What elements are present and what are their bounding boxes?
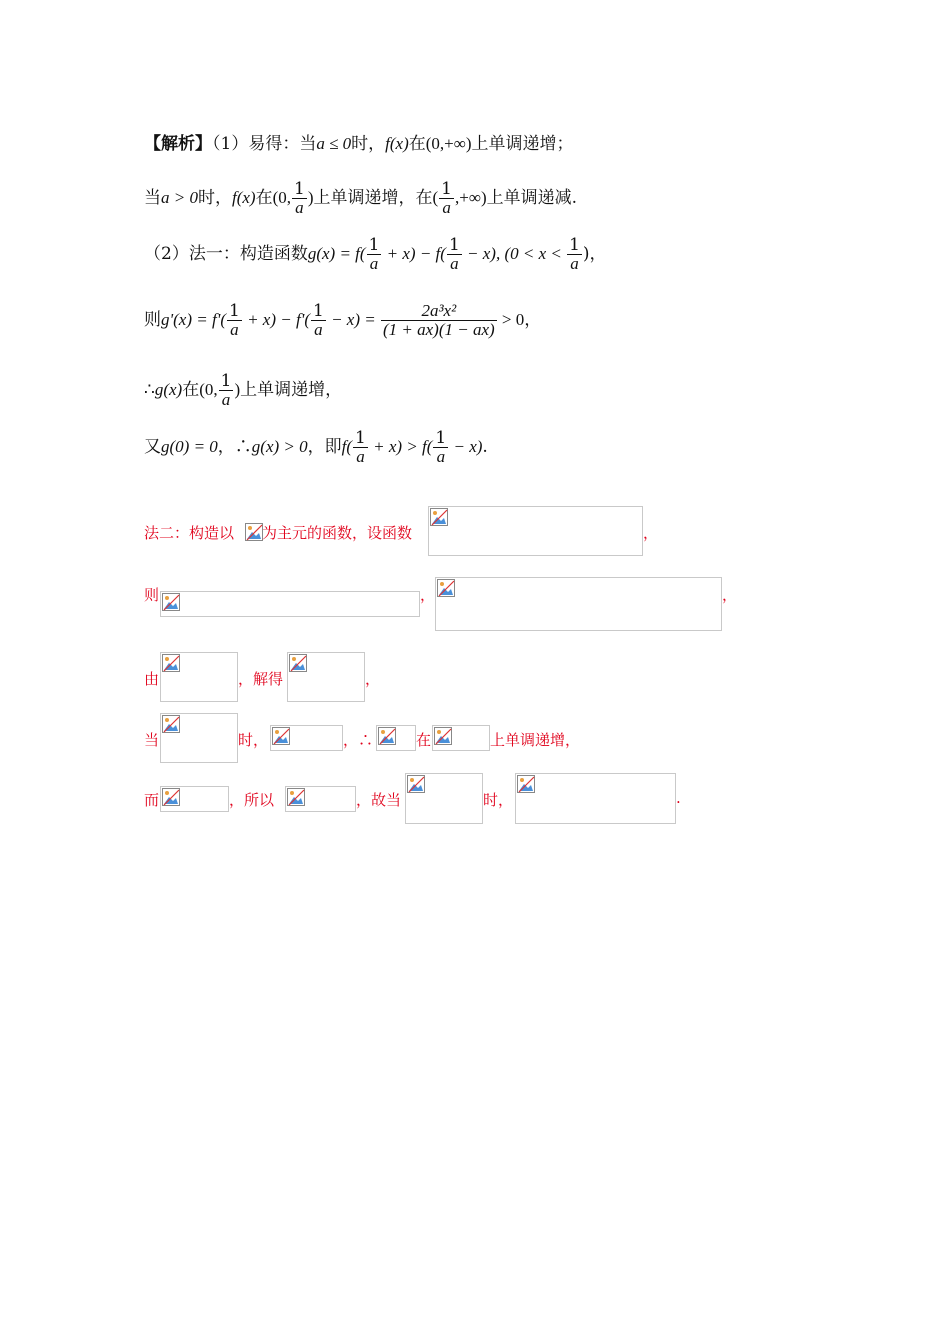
method2-text: 法二：构造以 [144, 524, 235, 542]
fraction: $\frac{1}{a}$ [435, 428, 447, 466]
fraction: $\frac{1}{a}$ [294, 179, 305, 217]
broken-image-icon [162, 788, 180, 806]
broken-image [405, 773, 483, 824]
analysis-heading: 【解析】 [144, 134, 212, 154]
broken-image [244, 522, 261, 539]
broken-image [287, 652, 365, 702]
fraction: $\frac{1}{a}$ [441, 179, 452, 217]
broken-image-icon [272, 727, 290, 745]
analysis-line-2: 当a > 0时，f(x)在(0, $\frac{1}{a}$ )上单调递增，在( $\frac{1}{a}$ ,+∞)上单调递减. [144, 179, 578, 217]
fraction: $\frac{1}{a}$ [448, 235, 460, 273]
analysis-line-3: （2）法一：构造函数g(x) = f( $\frac{1}{a}$ + x) − f( $\frac{1}{a}$ − x), (0 < x < $\frac{1}{a}$ )， [144, 235, 607, 273]
broken-image-icon [289, 654, 307, 672]
analysis-line-6: 又g(0) = 0，∴g(x) > 0，即f( $\frac{1}{a}$ + x) > f( $\frac{1}{a}$ − x). [144, 428, 488, 466]
fraction: $\frac{1}{a}$ [569, 235, 580, 273]
broken-image-icon [437, 579, 455, 597]
broken-image-icon [245, 523, 263, 541]
broken-image-icon [434, 727, 452, 745]
broken-image-icon [162, 593, 180, 611]
method2-text: 为主元的函数，设函数 [262, 524, 413, 542]
broken-image-icon [430, 508, 448, 526]
fraction: $\frac{1}{a}$ [220, 371, 232, 409]
fraction: $\frac{1}{a}$ [355, 428, 366, 466]
fraction: $\frac{1}{a}$ [368, 235, 380, 273]
broken-image [376, 725, 416, 751]
broken-image-icon [378, 727, 396, 745]
fraction-derivative: $\frac{\text{2a³x²}}{(1 + ax)(1 - ax)}$ [382, 301, 495, 339]
broken-image [285, 786, 356, 812]
broken-image-icon [517, 775, 535, 793]
broken-image-icon [162, 715, 180, 733]
broken-image [160, 786, 229, 812]
fraction: $\frac{1}{a}$ [229, 301, 240, 339]
broken-image-icon [407, 775, 425, 793]
analysis-line-5: ∴g(x)在(0, $\frac{1}{a}$ )上单调递增， [144, 371, 343, 409]
broken-image [428, 506, 643, 556]
broken-image [435, 577, 722, 631]
broken-image [432, 725, 490, 751]
analysis-line-1: 【解析】（1）易得：当a ≤ 0时，f(x)在(0,+∞)上单调递增； [144, 134, 574, 154]
broken-image [270, 725, 343, 751]
broken-image [160, 652, 238, 702]
fraction: $\frac{1}{a}$ [313, 301, 324, 339]
broken-image [515, 773, 676, 824]
broken-image-icon [287, 788, 305, 806]
broken-image-icon [162, 654, 180, 672]
analysis-line-4: 则g'(x) = f'( $\frac{1}{a}$ + x) − f'( $\frac{1}{a}$ − x) = $\frac{\text{2a³x²}}{(1 + ax)(1 - ax)}$ > 0， [144, 301, 542, 339]
broken-image [160, 591, 420, 617]
broken-image [160, 713, 238, 763]
